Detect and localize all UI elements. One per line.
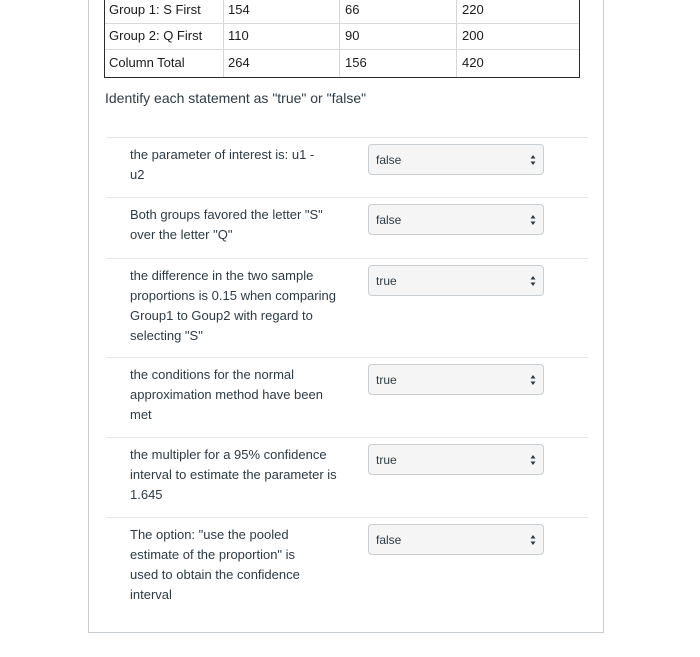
question-statement: the conditions for the normal approximation method have been met [130, 367, 323, 422]
table-cell: 90 [345, 28, 360, 43]
question-statement: The option: "use the pooled estimate of the proportion" is used to obtain the confidence interval [130, 527, 300, 602]
table-cell: 264 [228, 55, 250, 70]
table-row [105, 24, 579, 50]
row-divider [106, 137, 588, 138]
table-cell: 420 [462, 55, 484, 70]
question-statement: the multipler for a 95% confidence interval to estimate the parameter is 1.645 [130, 447, 337, 502]
selected-value: false [376, 533, 402, 547]
answer-select[interactable] [368, 204, 544, 235]
table-cell: 110 [228, 28, 249, 43]
table-cell: 220 [462, 2, 484, 17]
answer-select[interactable] [368, 444, 544, 475]
question-statement: the difference in the two sample proportions is 0.15 when comparing Group1 to Goup2 with regard to selecting "S" [130, 268, 336, 343]
table-cell: 156 [345, 55, 367, 70]
row-divider [106, 517, 588, 518]
answer-select[interactable] [368, 265, 544, 296]
instructions-text: Identify each statement as "true" or "false" [105, 90, 367, 106]
row-divider [106, 437, 588, 438]
up-down-arrows-icon [530, 214, 536, 226]
row-divider [106, 197, 588, 198]
selected-value: false [376, 213, 402, 227]
selected-value: true [376, 274, 397, 288]
answer-select[interactable] [368, 524, 544, 555]
row-divider [106, 357, 588, 358]
table-row-total [105, 51, 579, 77]
table-cell: 154 [228, 2, 250, 17]
question-statement: Both groups favored the letter "S" over the letter "Q" [130, 207, 323, 242]
selected-value: true [376, 453, 397, 467]
table-row [105, 0, 579, 24]
contingency-table [104, 0, 580, 78]
answer-select[interactable] [368, 364, 544, 395]
table-cell: 200 [462, 28, 484, 43]
row-label: Group 2: Q First [109, 28, 203, 43]
selected-value: false [376, 153, 402, 167]
up-down-arrows-icon [530, 374, 536, 386]
up-down-arrows-icon [530, 454, 536, 466]
up-down-arrows-icon [530, 534, 536, 546]
up-down-arrows-icon [530, 154, 536, 166]
table-cell: 66 [345, 2, 360, 17]
row-label: Group 1: S First [109, 2, 201, 17]
selected-value: true [376, 373, 397, 387]
row-divider [106, 258, 588, 259]
up-down-arrows-icon [530, 275, 536, 287]
question-statement: the parameter of interest is: u1 - u2 [130, 147, 315, 182]
answer-select[interactable] [368, 144, 544, 175]
row-label: Column Total [109, 55, 185, 70]
